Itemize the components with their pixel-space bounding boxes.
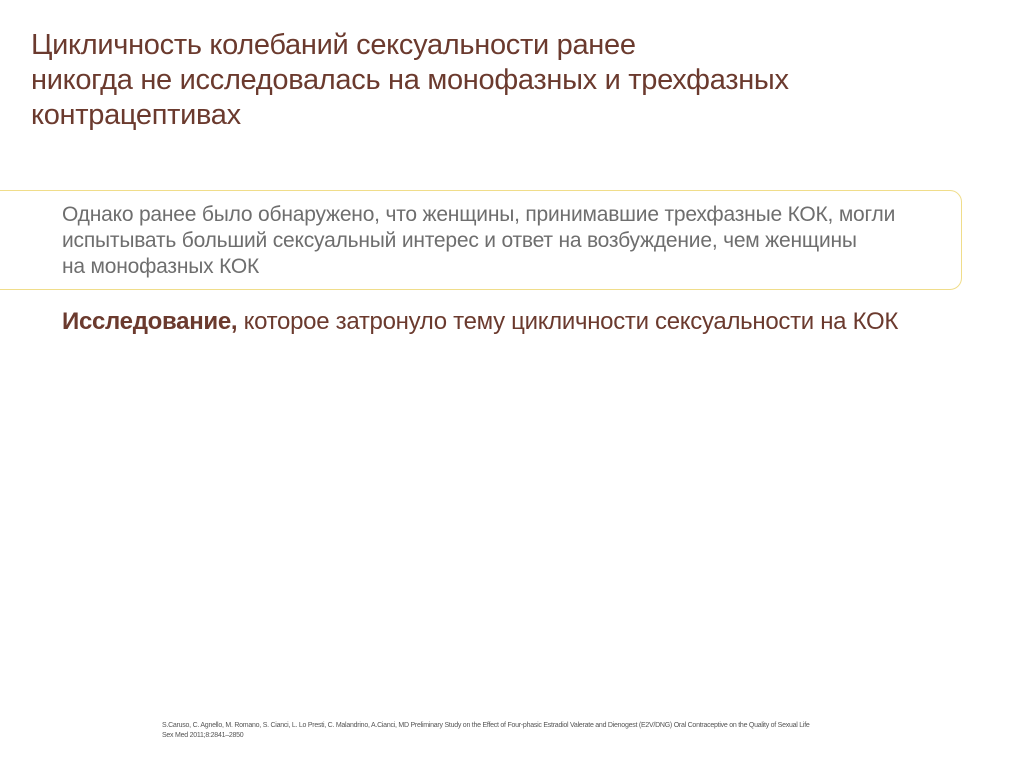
slide-title xyxy=(31,28,931,133)
title-line-3: контрацептивах xyxy=(31,99,241,131)
reference-citation xyxy=(162,721,962,741)
callout-line-2: испытывать больший сексуальный интерес и ответ на возбуждение, чем женщины xyxy=(62,229,857,252)
callout-line-3: на монофазных КОК xyxy=(62,255,260,278)
reference-line-1: S.Caruso, C. Agnello, M. Romano, S. Cianci, L. Lo Presti, C. Malandrino, A.Cianci, MD Preliminary Study on the Effect of Four-phasic Estradiol Valerate and Dienogest (E2V/DNG) Oral Contraceptive on the Quality of Sexual Life xyxy=(162,722,810,729)
study-bold-label: Исследование, xyxy=(62,308,238,335)
callout-line-1: Однако ранее было обнаружено, что женщины, принимавшие трехфазные КОК, могли xyxy=(62,203,896,226)
callout-text xyxy=(62,202,942,280)
title-line-1: Цикличность колебаний сексуальности ранее xyxy=(31,29,636,61)
study-rest-text: которое затронуло тему цикличности сексуальности на КОК xyxy=(237,308,899,335)
study-statement xyxy=(62,307,1012,337)
reference-line-2: Sex Med 2011;8:2841–2850 xyxy=(162,732,244,739)
title-line-2: никогда не исследовалась на монофазных и трехфазных xyxy=(31,64,789,96)
